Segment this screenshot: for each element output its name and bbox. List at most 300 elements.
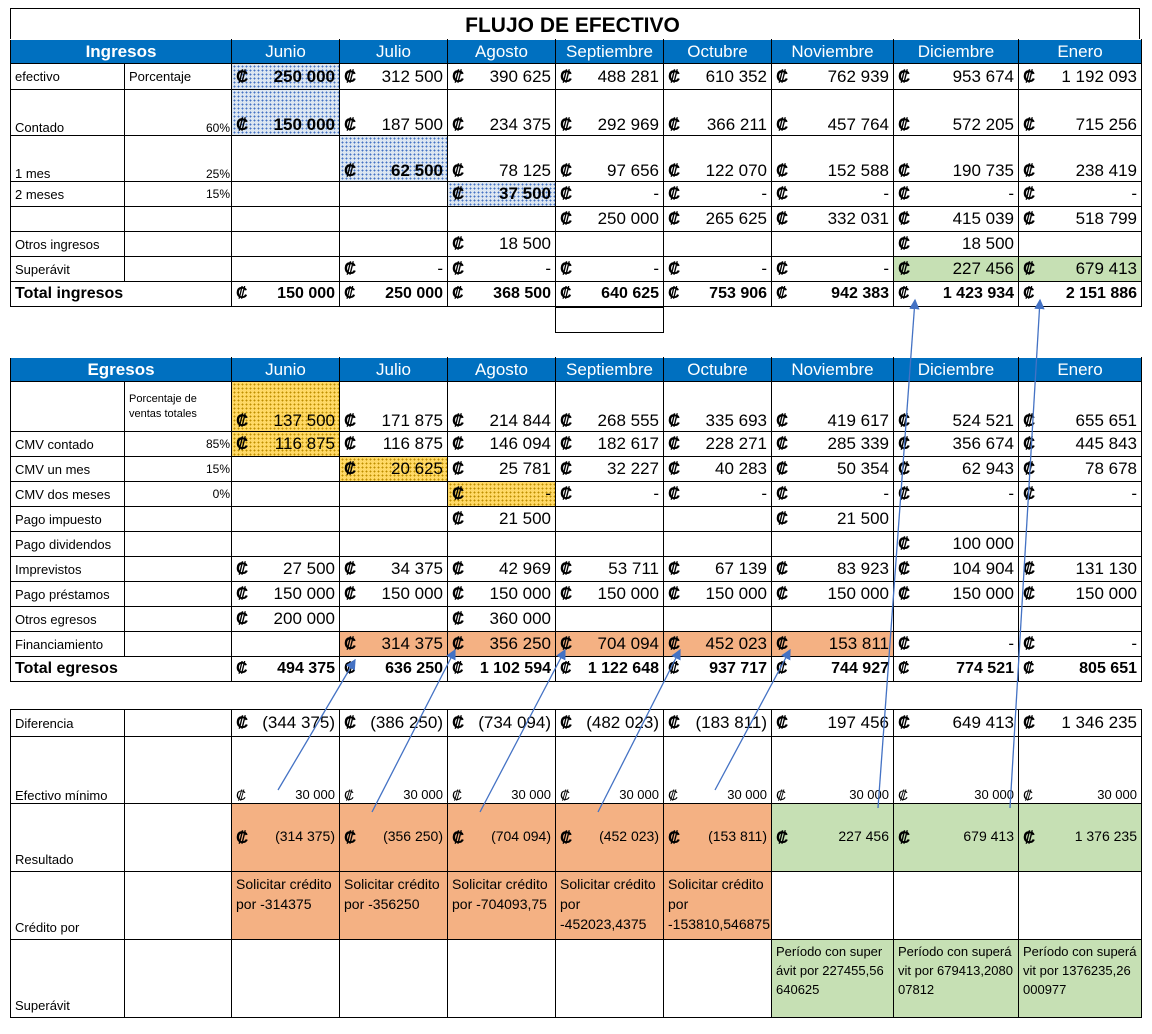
currency-symbol: ₡ [776,259,789,278]
currency-symbol: ₡ [452,584,465,603]
extra-pct [125,207,232,232]
efectivo-cell-5 [772,64,894,90]
cell-value: 649 413 [952,713,1014,732]
cell-value: 150 000 [277,285,336,302]
contado-cell-6 [894,90,1019,136]
mes2-pct: 15% [125,182,232,207]
currency-symbol: ₡ [898,184,911,203]
currency-symbol: ₡ [452,634,465,653]
diferencia-cell-0 [232,710,340,737]
currency-symbol: ₡ [776,660,788,677]
cell-value: 390 625 [489,66,552,86]
total-ingresos-cell-7 [1019,282,1142,307]
otros-ingresos-label: Otros ingresos [11,232,125,257]
currency-symbol: ₡ [1023,209,1036,228]
cell-value: 18 500 [499,234,552,253]
cell-value: 488 281 [597,66,660,86]
diferencia-cell-5 [772,710,894,737]
currency-symbol: ₡ [898,660,910,677]
cmv-un-mes-pct: 15% [125,457,232,482]
cmv-contado-row [11,432,1142,457]
currency-symbol: ₡ [668,787,679,803]
cell-value: 805 651 [1079,660,1137,677]
currency-symbol: ₡ [776,509,789,528]
cell-value: 40 283 [715,459,767,478]
otros-egresos-cell-1 [340,607,448,632]
cmv-un-mes-cell-6 [894,457,1019,482]
currency-symbol: ₡ [776,713,789,732]
mes2-row [11,182,1142,207]
currency-symbol: ₡ [452,411,465,430]
cell-value: 227 456 [838,827,889,844]
pago-prestamos-cell-4 [664,582,772,607]
total-egresos-cell-2 [448,657,556,682]
currency-symbol: ₡ [452,827,465,847]
cell-value: 30 000 [511,787,551,802]
currency-symbol: ₡ [236,584,249,603]
cell-value: - [761,484,767,503]
cell-value: 610 352 [705,66,768,86]
efectivo-minimo-cell-2 [448,737,556,804]
cell-value: - [1131,184,1138,203]
ventas-cell-4 [664,382,772,432]
currency-symbol: ₡ [776,161,789,180]
currency-symbol: ₡ [452,66,465,86]
otros-ingresos-cell-5 [772,232,894,257]
extra-cell-1 [340,207,448,232]
mes2-cell-1 [340,182,448,207]
currency-symbol: ₡ [560,787,571,803]
imprevistos-cell-6 [894,557,1019,582]
month-header-5: Noviembre [772,40,894,64]
extra-row [11,207,1142,232]
otros-ingresos-cell-7 [1019,232,1142,257]
efectivo-minimo-cell-4 [664,737,772,804]
currency-symbol: ₡ [344,411,357,430]
cell-value: 250 000 [385,285,444,302]
currency-symbol: ₡ [668,209,681,228]
cell-value: 265 625 [705,209,768,228]
cell-value: 30 000 [403,787,443,802]
total-ingresos-label: Total ingresos [11,282,232,307]
currency-symbol: ₡ [898,713,911,732]
contado-pct: 60% [125,90,232,136]
financiamiento-cell-6 [894,632,1019,657]
currency-symbol: ₡ [668,285,680,302]
superavit-label: Superávit [11,257,125,282]
ventas-cell-3 [556,382,664,432]
cell-value: 356 250 [489,634,551,653]
currency-symbol: ₡ [1023,459,1036,478]
cell-value: 30 000 [295,787,335,802]
currency-symbol: ₡ [898,584,911,603]
pago-dividendos-cell-2 [448,532,556,557]
cell-value: 1 346 235 [1061,713,1137,732]
currency-symbol: ₡ [776,827,789,847]
ingresos-header-row [11,40,1142,64]
ventas-cell-6 [894,382,1019,432]
currency-symbol: ₡ [344,434,357,453]
currency-symbol: ₡ [898,534,911,553]
resultado-cell-7 [1019,804,1142,872]
superavit-pct [125,257,232,282]
financiamiento-cell-7 [1019,632,1142,657]
superavit-resumen-label: Superávit [11,940,125,1018]
currency-symbol: ₡ [236,787,247,803]
currency-symbol: ₡ [1023,285,1035,302]
superavit-resumen-cell-6: Período con superávit por 679413,208007812 [894,940,1019,1018]
mes2-cell-7 [1019,182,1142,207]
month-header-6: Diciembre [894,40,1019,64]
cell-value: 50 354 [837,459,889,478]
cell-value: (183 811) [695,713,767,732]
efectivo-cell-1 [340,64,448,90]
currency-symbol: ₡ [560,827,573,847]
currency-symbol: ₡ [898,285,910,302]
pago-prestamos-cell-0 [232,582,340,607]
currency-symbol: ₡ [344,161,357,180]
cell-value: 457 764 [827,115,890,134]
contado-cell-5 [772,90,894,136]
superavit-cell-4 [664,257,772,282]
superavit-cell-2 [448,257,556,282]
contado-cell-7 [1019,90,1142,136]
cell-value: 368 500 [493,285,552,302]
month-header-0: Junio [232,358,340,382]
cmv-dos-meses-cell-1 [340,482,448,507]
otros-egresos-cell-4 [664,607,772,632]
mes1-cell-1 [340,136,448,182]
financiamiento-pct [125,632,232,657]
page-title: FLUJO DE EFECTIVO [465,14,680,37]
cell-value: 268 555 [597,411,659,430]
contado-label: Contado [11,90,125,136]
currency-symbol: ₡ [898,115,911,134]
cmv-contado-cell-1 [340,432,448,457]
currency-symbol: ₡ [668,660,680,677]
diferencia-pct [125,710,232,737]
pago-prestamos-cell-5 [772,582,894,607]
resultado-label: Resultado [11,804,125,872]
currency-symbol: ₡ [452,484,465,503]
resultado-pct [125,804,232,872]
currency-symbol: ₡ [560,259,573,278]
currency-symbol: ₡ [452,115,465,134]
cell-value: 18 500 [962,234,1015,253]
pago-dividendos-row [11,532,1142,557]
cell-value: 214 844 [489,411,551,430]
cell-value: 942 383 [831,285,890,302]
currency-symbol: ₡ [668,559,681,578]
currency-symbol: ₡ [452,184,465,203]
cell-value: - [1131,634,1137,653]
otros-egresos-cell-5 [772,607,894,632]
cmv-contado-cell-7 [1019,432,1142,457]
cmv-contado-cell-2 [448,432,556,457]
currency-symbol: ₡ [668,115,681,134]
cell-value: 42 969 [499,559,551,578]
cell-value: 182 617 [597,434,659,453]
month-header-4: Octubre [664,40,772,64]
cmv-dos-meses-label: CMV dos meses [11,482,125,507]
cell-value: 37 500 [499,184,552,203]
currency-symbol: ₡ [776,634,789,653]
cell-value: 83 923 [837,559,889,578]
resultado-cell-3 [556,804,664,872]
cell-value: 494 375 [277,660,335,677]
cell-value: - [1008,184,1015,203]
currency-symbol: ₡ [668,634,681,653]
financiamiento-cell-0 [232,632,340,657]
cell-value: 122 070 [705,161,768,180]
cmv-un-mes-label: CMV un mes [11,457,125,482]
pago-dividendos-cell-0 [232,532,340,557]
currency-symbol: ₡ [452,459,465,478]
mes1-label: 1 mes [11,136,125,182]
month-header-2: Agosto [448,358,556,382]
extra-cell-2 [448,207,556,232]
currency-symbol: ₡ [1023,787,1034,803]
diferencia-cell-1 [340,710,448,737]
currency-symbol: ₡ [898,559,911,578]
currency-symbol: ₡ [236,713,249,732]
cell-value: 1 102 594 [479,660,551,677]
credito-cell-2: Solicitar crédito por -704093,75 [448,872,556,940]
otros-egresos-cell-0 [232,607,340,632]
efectivo-minimo-cell-6 [894,737,1019,804]
otros-egresos-cell-3 [556,607,664,632]
currency-symbol: ₡ [236,660,248,677]
currency-symbol: ₡ [668,434,681,453]
cmv-dos-meses-pct: 0% [125,482,232,507]
ventas-cell-0 [232,382,340,432]
otros-egresos-row [11,607,1142,632]
ventas-cell-2 [448,382,556,432]
financiamiento-cell-4 [664,632,772,657]
credito-cell-0: Solicitar crédito por -314375 [232,872,340,940]
otros-egresos-cell-6 [894,607,1019,632]
currency-symbol: ₡ [1023,634,1036,653]
cell-value: - [1008,484,1014,503]
resultado-row [11,804,1142,872]
cell-value: - [1131,484,1137,503]
currency-symbol: ₡ [898,259,911,278]
currency-symbol: ₡ [560,184,573,203]
pago-impuesto-cell-4 [664,507,772,532]
efectivo-minimo-cell-5 [772,737,894,804]
cell-value: 187 500 [381,115,444,134]
cell-value: 152 588 [827,161,890,180]
month-header-7: Enero [1019,40,1142,64]
cell-value: 332 031 [827,209,890,228]
efectivo-minimo-row [11,737,1142,804]
imprevistos-cell-0 [232,557,340,582]
cell-value: 640 625 [601,285,660,302]
total-ingresos-cell-6 [894,282,1019,307]
mes1-cell-0 [232,136,340,182]
currency-symbol: ₡ [898,484,911,503]
currency-symbol: ₡ [560,634,573,653]
pago-impuesto-cell-6 [894,507,1019,532]
cell-value: (344 375) [262,713,335,732]
currency-symbol: ₡ [236,434,249,453]
cell-value: 572 205 [952,115,1015,134]
currency-symbol: ₡ [452,660,464,677]
ventas-cell-7 [1019,382,1142,432]
cell-value: - [883,184,890,203]
month-header-1: Julio [340,40,448,64]
cell-value: 679 413 [963,827,1014,844]
cell-value: 356 674 [952,434,1014,453]
cell-value: (704 094) [491,827,551,844]
ventas-cell-1 [340,382,448,432]
efectivo-cell-6 [894,64,1019,90]
pago-impuesto-cell-5 [772,507,894,532]
currency-symbol: ₡ [560,584,573,603]
pago-prestamos-pct [125,582,232,607]
currency-symbol: ₡ [344,285,356,302]
cell-value: 100 000 [952,534,1014,553]
cell-value: 445 843 [1075,434,1137,453]
cell-value: 32 227 [607,459,659,478]
pago-prestamos-cell-6 [894,582,1019,607]
currency-symbol: ₡ [452,713,465,732]
total-egresos-row [11,657,1142,682]
currency-symbol: ₡ [236,285,248,302]
financiamiento-label: Financiamiento [11,632,125,657]
total-ingresos-cell-1 [340,282,448,307]
cmv-un-mes-cell-4 [664,457,772,482]
cell-value: 150 000 [952,584,1014,603]
total-egresos-cell-6 [894,657,1019,682]
cell-value: 131 130 [1075,559,1137,578]
cell-value: 150 000 [489,584,551,603]
empty-box [555,307,664,333]
efectivo-row [11,64,1142,90]
month-header-7: Enero [1019,358,1142,382]
imprevistos-label: Imprevistos [11,557,125,582]
superavit-cell-3 [556,257,664,282]
month-header-0: Junio [232,40,340,64]
credito-label: Crédito por [11,872,125,940]
cmv-contado-cell-4 [664,432,772,457]
month-header-5: Noviembre [772,358,894,382]
imprevistos-cell-2 [448,557,556,582]
diferencia-cell-6 [894,710,1019,737]
currency-symbol: ₡ [560,484,573,503]
currency-symbol: ₡ [1023,259,1036,278]
efectivo-label: efectivo [11,64,125,90]
cmv-dos-meses-cell-0 [232,482,340,507]
currency-symbol: ₡ [668,584,681,603]
otros-ingresos-cell-3 [556,232,664,257]
currency-symbol: ₡ [236,115,249,134]
cell-value: 78 125 [499,161,552,180]
cell-value: - [653,484,659,503]
currency-symbol: ₡ [560,660,572,677]
currency-symbol: ₡ [776,484,789,503]
financiamiento-cell-5 [772,632,894,657]
cell-value: 227 456 [952,259,1015,278]
currency-symbol: ₡ [236,559,249,578]
cell-value: 67 139 [715,559,767,578]
pago-impuesto-pct [125,507,232,532]
financiamiento-cell-1 [340,632,448,657]
cell-value: 20 625 [391,459,443,478]
currency-symbol: ₡ [776,459,789,478]
extra-cell-6 [894,207,1019,232]
currency-symbol: ₡ [668,411,681,430]
efectivo-pct: Porcentaje [125,64,232,90]
cell-value: - [883,259,890,278]
credito-cell-5 [772,872,894,940]
cell-value: - [883,484,889,503]
cell-value: 171 875 [381,411,443,430]
cmv-contado-label: CMV contado [11,432,125,457]
cell-value: 312 500 [381,66,444,86]
imprevistos-cell-7 [1019,557,1142,582]
currency-symbol: ₡ [452,609,465,628]
cmv-contado-cell-6 [894,432,1019,457]
otros-ingresos-cell-0 [232,232,340,257]
cell-value: 78 678 [1085,459,1137,478]
cell-value: 197 456 [827,713,889,732]
cell-value: 314 375 [381,634,443,653]
mes1-row [11,136,1142,182]
pago-dividendos-pct [125,532,232,557]
cell-value: 200 000 [273,609,335,628]
currency-symbol: ₡ [776,584,789,603]
cell-value: 21 500 [499,509,551,528]
currency-symbol: ₡ [776,66,789,86]
pago-prestamos-label: Pago préstamos [11,582,125,607]
ingresos-table [10,39,1142,307]
superavit-resumen-pct [125,940,232,1018]
total-egresos-cell-3 [556,657,664,682]
mes1-cell-5 [772,136,894,182]
efectivo-cell-0 [232,64,340,90]
cmv-contado-cell-3 [556,432,664,457]
imprevistos-cell-5 [772,557,894,582]
resultado-cell-4 [664,804,772,872]
cell-value: 228 271 [705,434,767,453]
cmv-un-mes-cell-2 [448,457,556,482]
imprevistos-row [11,557,1142,582]
cell-value: 150 000 [381,584,443,603]
imprevistos-cell-3 [556,557,664,582]
currency-symbol: ₡ [560,434,573,453]
pago-prestamos-cell-2 [448,582,556,607]
cell-value: 150 000 [273,115,336,134]
total-egresos-cell-7 [1019,657,1142,682]
currency-symbol: ₡ [236,66,249,86]
cell-value: 744 927 [831,660,889,677]
contado-cell-1 [340,90,448,136]
currency-symbol: ₡ [898,411,911,430]
pago-dividendos-cell-5 [772,532,894,557]
credito-row [11,872,1142,940]
cell-value: 30 000 [727,787,767,802]
otros-egresos-cell-2 [448,607,556,632]
resultado-cell-2 [448,804,556,872]
cell-value: 335 693 [705,411,767,430]
cell-value: 753 906 [709,285,768,302]
currency-symbol: ₡ [344,459,357,478]
cell-value: 62 500 [391,161,444,180]
currency-symbol: ₡ [560,559,573,578]
pago-prestamos-cell-1 [340,582,448,607]
efectivo-cell-2 [448,64,556,90]
